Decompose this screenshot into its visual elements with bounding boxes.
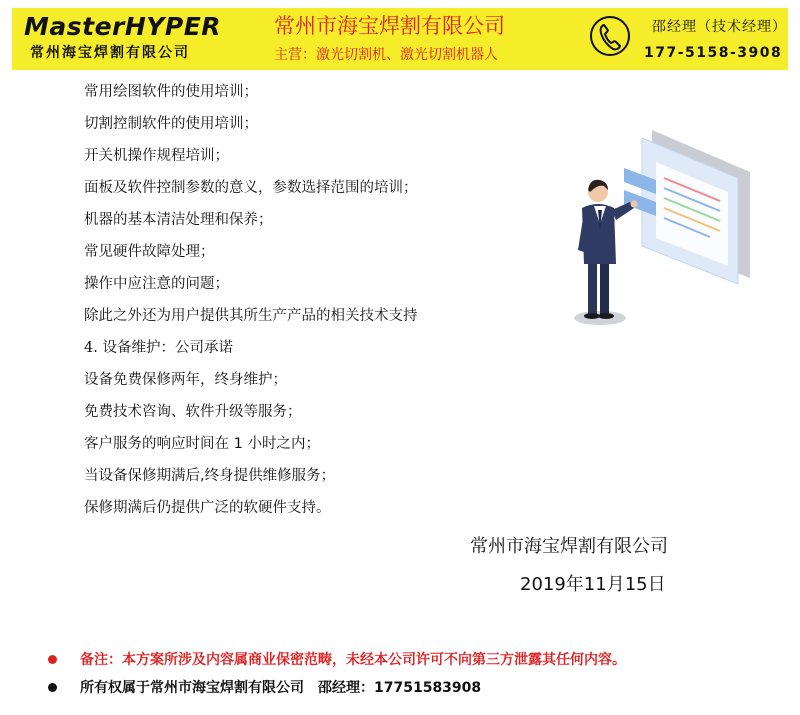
body-line: 客户服务的响应时间在 1 小时之内；	[84, 436, 320, 452]
body-line: 免费技术咨询、软件升级等服务；	[84, 404, 302, 420]
body-text	[84, 76, 418, 524]
body-line: 开关机操作规程培训；	[84, 148, 229, 164]
black-bullet-icon	[48, 683, 57, 692]
signature-date: 2019年11月15日	[520, 574, 666, 595]
body-line: 面板及软件控制参数的意义，参数选择范围的培训；	[84, 180, 418, 196]
body-line: 操作中应注意的问题；	[84, 276, 229, 292]
body-line: 机器的基本清洁处理和保养；	[84, 212, 273, 228]
body-line: 除此之外还为用户提供其所生产产品的相关技术支持	[84, 308, 418, 324]
logo-company-name: 常州海宝焊割有限公司	[30, 45, 190, 61]
body-line: 当设备保修期满后,终身提供维修服务；	[84, 468, 336, 484]
presenter-with-screen-illustration	[560, 128, 760, 328]
contact-name: 邵经理（技术经理）	[652, 19, 787, 35]
body-line: 设备免费保修两年，终身维护；	[84, 372, 287, 388]
phone-icon	[590, 16, 630, 56]
body-line: 常见硬件故障处理；	[84, 244, 215, 260]
logo-brand-text: MasterHYPER	[24, 12, 222, 41]
signature-company: 常州市海宝焊割有限公司	[470, 536, 668, 557]
footer-rights-text: 所有权属于常州市海宝焊割有限公司 邵经理：17751583908	[80, 680, 482, 696]
company-title: 常州市海宝焊割有限公司	[274, 14, 505, 38]
footer-note-text: 备注：本方案所涉及内容属商业保密范畴，未经本公司许可不向第三方泄露其任何内容。	[80, 652, 626, 668]
body-line: 保修期满后仍提供广泛的软硬件支持。	[84, 500, 331, 516]
body-line: 切割控制软件的使用培训；	[84, 116, 258, 132]
body-line: 常用绘图软件的使用培训；	[84, 84, 258, 100]
company-logo	[24, 12, 234, 66]
contact-phone: 177-5158-3908	[644, 45, 783, 61]
main-business: 主营：激光切割机、激光切割机器人	[274, 47, 498, 63]
page-header	[12, 8, 788, 70]
red-bullet-icon	[48, 655, 57, 664]
section-heading: 4. 设备维护：公司承诺	[84, 340, 233, 356]
